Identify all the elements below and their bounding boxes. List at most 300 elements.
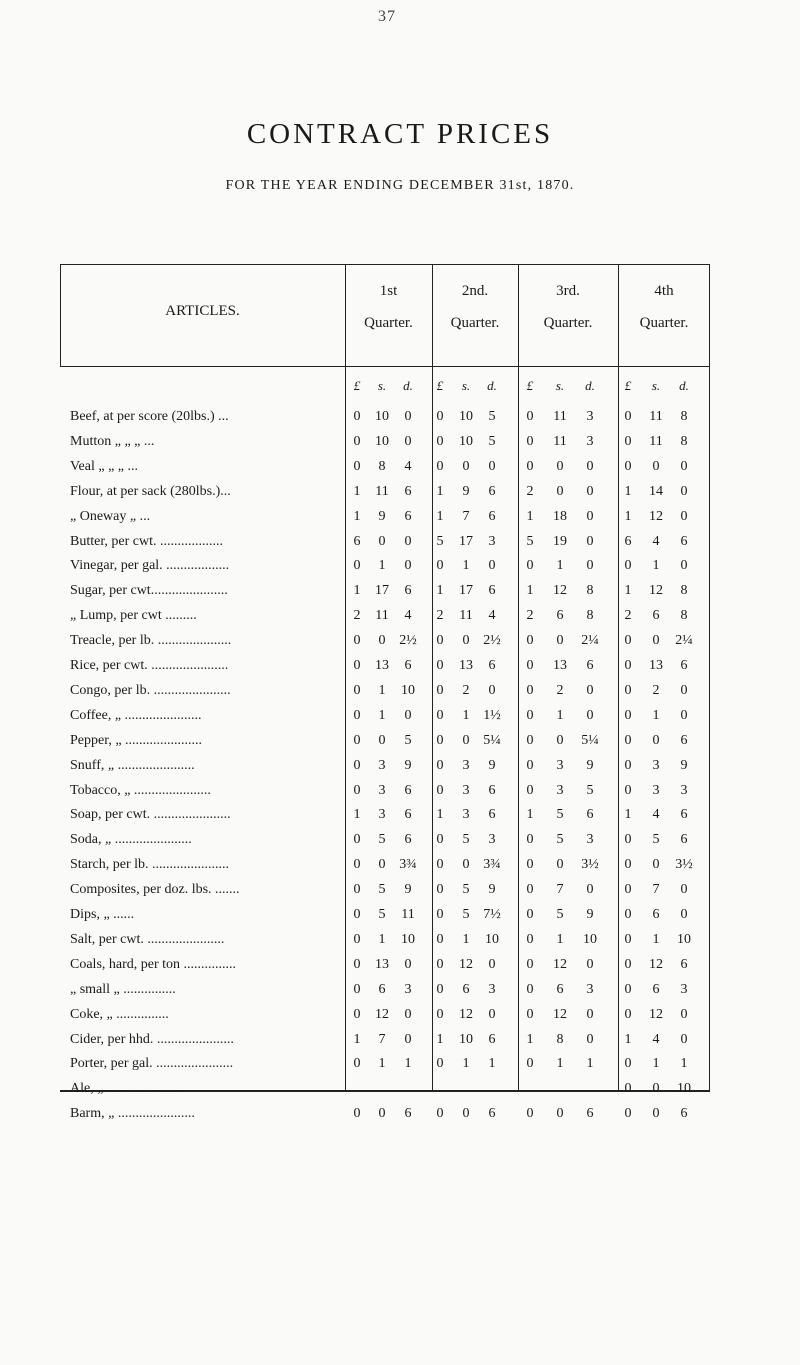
price-pounds-q4: 0 [624, 857, 632, 873]
price-pounds-q1: 1 [353, 483, 361, 499]
price-pence-q3: 6 [586, 1106, 594, 1122]
price-pence-q1: 3 [404, 981, 412, 997]
price-pounds-q1: 0 [353, 682, 361, 698]
unit-pence-q2: d. [487, 378, 497, 393]
article-name: Veal „ „ „ ... [70, 458, 139, 474]
price-pence-q4: 2¼ [675, 633, 693, 649]
article-name: Mutton „ „ „ ... [70, 433, 155, 449]
price-shillings-q3: 0 [556, 458, 564, 474]
price-pence-q2: 3 [488, 533, 496, 549]
article-name: „ Oneway „ ... [70, 508, 151, 524]
price-pounds-q3: 0 [526, 956, 534, 972]
price-pounds-q1: 1 [353, 583, 361, 599]
price-pounds-q1: 6 [353, 533, 361, 549]
price-pounds-q2: 1 [436, 583, 444, 599]
price-pence-q1: 0 [404, 1031, 412, 1047]
unit-pounds-q1: £ [353, 378, 361, 393]
price-shillings-q3: 7 [556, 882, 564, 898]
price-pence-q3: 6 [586, 807, 594, 823]
price-pounds-q2: 0 [436, 857, 444, 873]
price-pounds-q1: 0 [353, 658, 361, 673]
price-pence-q2: 9 [488, 882, 496, 898]
price-pounds-q1: 0 [353, 1106, 361, 1122]
price-pence-q3: 0 [586, 458, 594, 474]
price-pence-q4: 3 [680, 782, 688, 798]
price-shillings-q1: 6 [378, 981, 386, 997]
price-pounds-q3: 0 [526, 1006, 534, 1022]
price-pounds-q3: 0 [526, 1056, 534, 1072]
table-row [60, 1106, 710, 1136]
price-pounds-q3: 0 [526, 658, 534, 673]
article-name: Beef, at per score (20lbs.) ... [70, 409, 229, 424]
price-pence-q2: 6 [488, 807, 496, 823]
table-top-rule [60, 264, 710, 265]
price-pounds-q2: 0 [436, 458, 444, 474]
page-subtitle: FOR THE YEAR ENDING DECEMBER 31st, 1870. [225, 178, 575, 193]
price-pence-q2: 6 [488, 1106, 496, 1122]
article-name: Soap, per cwt. ...................... [70, 807, 231, 823]
price-pence-q2: 0 [488, 956, 496, 972]
price-shillings-q1: 1 [378, 682, 386, 698]
price-pence-q2: 6 [488, 658, 496, 673]
price-pounds-q2: 0 [436, 633, 444, 649]
price-pence-q4: 0 [680, 882, 688, 898]
price-shillings-q3: 5 [556, 832, 564, 848]
price-pence-q3: 0 [586, 1006, 594, 1022]
price-shillings-q2: 12 [459, 1006, 473, 1022]
price-shillings-q3: 0 [556, 633, 564, 649]
price-pounds-q1: 0 [353, 931, 361, 947]
price-pence-q1: 0 [404, 707, 412, 723]
article-name: Congo, per lb. ...................... [70, 682, 231, 698]
price-pounds-q4: 0 [624, 558, 632, 574]
price-pence-q4: 0 [680, 707, 688, 723]
price-shillings-q1: 3 [378, 782, 386, 798]
price-pounds-q2: 0 [436, 1106, 444, 1122]
price-shillings-q1: 0 [378, 633, 386, 649]
price-shillings-q4: 6 [652, 981, 660, 997]
price-pence-q1: 6 [404, 508, 412, 524]
price-pence-q4: 0 [680, 558, 688, 574]
article-name: Snuff, „ ...................... [70, 757, 195, 773]
price-pounds-q2: 0 [436, 956, 444, 972]
price-shillings-q4: 0 [652, 633, 660, 649]
price-shillings-q3: 11 [553, 409, 567, 424]
price-pounds-q1: 0 [353, 732, 361, 748]
price-pounds-q2: 5 [436, 533, 444, 549]
price-pounds-q2: 2 [436, 608, 444, 624]
article-name: Soda, „ ...................... [70, 832, 192, 848]
price-pounds-q2: 0 [436, 981, 444, 997]
price-shillings-q1: 11 [375, 483, 389, 499]
price-shillings-q1: 3 [378, 807, 386, 823]
price-pounds-q1: 0 [353, 458, 361, 474]
price-shillings-q1: 8 [378, 458, 386, 474]
price-shillings-q2: 0 [462, 732, 470, 748]
price-pence-q2: 1 [488, 1056, 496, 1072]
unit-shillings-q2: s. [461, 378, 471, 393]
price-shillings-q2: 0 [462, 458, 470, 474]
price-pounds-q2: 0 [436, 907, 444, 922]
price-pence-q2: 10 [485, 931, 499, 947]
price-shillings-q4: 13 [649, 658, 663, 673]
price-shillings-q2: 5 [462, 907, 470, 922]
price-shillings-q2: 0 [462, 857, 470, 873]
price-pounds-q4: 0 [624, 956, 632, 972]
price-pounds-q1: 1 [353, 508, 361, 524]
article-name: Ale, „ ...................... [70, 1081, 184, 1097]
price-shillings-q4: 0 [652, 857, 660, 873]
price-pounds-q1: 0 [353, 882, 361, 898]
price-shillings-q4: 0 [652, 458, 660, 474]
article-name: Coke, „ ............... [70, 1006, 169, 1022]
article-name: Coffee, „ ...................... [70, 707, 202, 723]
price-shillings-q4: 6 [652, 907, 660, 922]
price-pence-q4: 0 [680, 1031, 688, 1047]
price-pounds-q1: 0 [353, 956, 361, 972]
price-shillings-q1: 1 [378, 1056, 386, 1072]
price-pounds-q3: 0 [526, 633, 534, 649]
price-shillings-q3: 12 [553, 956, 567, 972]
price-pence-q1: 4 [404, 608, 412, 624]
price-pence-q4: 8 [680, 433, 688, 449]
price-shillings-q4: 6 [652, 608, 660, 624]
price-shillings-q4: 4 [652, 1031, 660, 1047]
price-pounds-q4: 0 [624, 782, 632, 798]
price-shillings-q4: 3 [652, 757, 660, 773]
price-pounds-q3: 2 [526, 483, 534, 499]
price-shillings-q3: 1 [556, 1056, 564, 1072]
price-pounds-q1: 0 [353, 409, 361, 424]
price-pounds-q4: 1 [624, 1031, 632, 1047]
price-pence-q3: 3 [586, 832, 594, 848]
price-shillings-q4: 3 [652, 782, 660, 798]
price-pence-q3: 8 [586, 583, 594, 599]
price-pounds-q4: 0 [624, 1056, 632, 1072]
price-pounds-q1: 1 [353, 1031, 361, 1047]
price-pence-q4: 9 [680, 757, 688, 773]
price-pounds-q3: 0 [526, 857, 534, 873]
price-pence-q1: 0 [404, 956, 412, 972]
article-name: Barm, „ ...................... [70, 1106, 195, 1122]
price-pence-q1: 0 [404, 433, 412, 449]
price-pence-q3: 3 [586, 433, 594, 449]
price-pence-q4: 3½ [675, 857, 693, 873]
price-pounds-q2: 0 [436, 707, 444, 723]
price-pence-q3: 3 [586, 409, 594, 424]
price-pounds-q3: 0 [526, 558, 534, 574]
price-pounds-q3: 0 [526, 458, 534, 474]
price-pounds-q2: 1 [436, 807, 444, 823]
price-table [60, 264, 710, 1122]
price-pounds-q3: 5 [526, 533, 534, 549]
price-shillings-q2: 0 [462, 633, 470, 649]
price-pounds-q1: 0 [353, 558, 361, 574]
article-name: Rice, per cwt. ...................... [70, 658, 229, 673]
price-pence-q4: 0 [680, 1006, 688, 1022]
price-pounds-q3: 0 [526, 981, 534, 997]
price-shillings-q1: 1 [378, 931, 386, 947]
header-quarter-4: 4th Quarter. [639, 283, 689, 331]
header-quarter-3: 3rd. Quarter. [543, 283, 593, 331]
price-pounds-q1: 0 [353, 857, 361, 873]
price-shillings-q1: 10 [375, 409, 389, 424]
price-shillings-q4: 7 [652, 882, 660, 898]
price-pence-q1: 11 [401, 907, 415, 922]
price-shillings-q1: 17 [375, 583, 389, 599]
page-title: CONTRACT PRICES [246, 118, 554, 150]
header-rule [60, 366, 710, 367]
price-pounds-q3: 0 [526, 433, 534, 449]
price-pounds-q2: 0 [436, 832, 444, 848]
price-shillings-q3: 12 [553, 1006, 567, 1022]
article-name: Flour, at per sack (280lbs.)... [70, 483, 231, 499]
price-shillings-q2: 1 [462, 558, 470, 574]
unit-shillings-q4: s. [651, 378, 661, 393]
price-pence-q3: 10 [583, 931, 597, 947]
price-shillings-q2: 0 [462, 1106, 470, 1122]
price-pence-q1: 0 [404, 409, 412, 424]
price-shillings-q2: 7 [462, 508, 470, 524]
price-shillings-q2: 9 [462, 483, 470, 499]
price-shillings-q4: 12 [649, 956, 663, 972]
price-shillings-q1: 5 [378, 907, 386, 922]
price-pence-q4: 8 [680, 409, 688, 424]
price-pence-q1: 5 [404, 732, 412, 748]
price-shillings-q1: 1 [378, 707, 386, 723]
price-pounds-q4: 1 [624, 807, 632, 823]
price-pounds-q4: 0 [624, 931, 632, 947]
price-pence-q2: 6 [488, 483, 496, 499]
price-pence-q3: 9 [586, 907, 594, 922]
unit-pence-q1: d. [403, 378, 413, 393]
price-pence-q2: 0 [488, 682, 496, 698]
price-pounds-q4: 0 [624, 658, 632, 673]
article-name: Coals, hard, per ton ............... [70, 956, 237, 972]
article-name: Sugar, per cwt...................... [70, 583, 228, 599]
price-shillings-q2: 5 [462, 882, 470, 898]
price-pence-q2: 3 [488, 981, 496, 997]
price-pounds-q4: 0 [624, 981, 632, 997]
price-pence-q2: 6 [488, 508, 496, 524]
price-pounds-q2: 0 [436, 931, 444, 947]
article-name: Butter, per cwt. .................. [70, 533, 224, 549]
price-pence-q1: 6 [404, 782, 412, 798]
price-pence-q2: 0 [488, 558, 496, 574]
price-pence-q1: 6 [404, 658, 412, 673]
price-pence-q2: 6 [488, 1031, 496, 1047]
price-pence-q1: 0 [404, 1006, 412, 1022]
unit-shillings-q1: s. [377, 378, 387, 393]
price-shillings-q4: 1 [652, 707, 660, 723]
price-shillings-q1: 0 [378, 1106, 386, 1122]
price-shillings-q1: 7 [378, 1031, 386, 1047]
price-shillings-q2: 13 [459, 658, 473, 673]
price-shillings-q2: 10 [459, 1031, 473, 1047]
price-pence-q1: 10 [401, 931, 415, 947]
price-pounds-q1: 0 [353, 782, 361, 798]
price-pence-q3: 0 [586, 1031, 594, 1047]
article-name: Cider, per hhd. ...................... [70, 1031, 234, 1047]
price-pounds-q2: 0 [436, 1056, 444, 1072]
price-pence-q1: 2½ [399, 633, 417, 649]
price-pence-q3: 0 [586, 707, 594, 723]
price-pence-q4: 8 [680, 608, 688, 624]
price-pounds-q4: 0 [624, 757, 632, 773]
price-shillings-q1: 0 [378, 732, 386, 748]
price-pounds-q1: 0 [353, 907, 361, 922]
price-pence-q2: 6 [488, 782, 496, 798]
price-pence-q1: 10 [401, 682, 415, 698]
price-pence-q3: 0 [586, 682, 594, 698]
price-pence-q1: 1 [404, 1056, 412, 1072]
price-shillings-q1: 11 [375, 608, 389, 624]
price-shillings-q3: 12 [553, 583, 567, 599]
price-shillings-q2: 10 [459, 433, 473, 449]
price-pounds-q4: 0 [624, 409, 632, 424]
price-pence-q4: 6 [680, 956, 688, 972]
price-pounds-q2: 0 [436, 757, 444, 773]
price-shillings-q4: 0 [652, 1106, 660, 1122]
price-pounds-q1: 0 [353, 832, 361, 848]
price-pounds-q2: 0 [436, 732, 444, 748]
price-pence-q2: 3¾ [483, 857, 501, 873]
price-pence-q1: 6 [404, 1106, 412, 1122]
price-pounds-q1: 0 [353, 707, 361, 723]
header-articles: ARTICLES. [165, 303, 240, 319]
price-shillings-q3: 19 [553, 533, 567, 549]
price-shillings-q3: 11 [553, 433, 567, 449]
price-pounds-q2: 1 [436, 483, 444, 499]
price-shillings-q1: 1 [378, 558, 386, 574]
price-pounds-q4: 0 [624, 682, 632, 698]
price-pence-q3: 6 [586, 658, 594, 673]
article-name: Treacle, per lb. ..................... [70, 633, 232, 649]
price-pounds-q3: 0 [526, 907, 534, 922]
price-pence-q3: 0 [586, 882, 594, 898]
price-shillings-q4: 5 [652, 832, 660, 848]
price-shillings-q2: 11 [459, 608, 473, 624]
price-pence-q4: 10 [677, 1081, 691, 1097]
price-pence-q2: 6 [488, 583, 496, 599]
price-pence-q1: 9 [404, 882, 412, 898]
price-pence-q3: 0 [586, 533, 594, 549]
price-shillings-q1: 13 [375, 658, 389, 673]
price-pounds-q2: 0 [436, 882, 444, 898]
price-shillings-q4: 4 [652, 533, 660, 549]
price-pence-q3: 2¼ [581, 633, 599, 649]
price-pence-q3: 0 [586, 558, 594, 574]
price-pence-q3: 5¼ [581, 732, 599, 748]
price-pence-q1: 0 [404, 533, 412, 549]
price-shillings-q4: 0 [652, 732, 660, 748]
price-pence-q1: 6 [404, 483, 412, 499]
price-pence-q1: 9 [404, 757, 412, 773]
price-pounds-q4: 0 [624, 882, 632, 898]
unit-shillings-q3: s. [555, 378, 565, 393]
price-pence-q2: 1½ [483, 707, 501, 723]
price-pounds-q4: 0 [624, 832, 632, 848]
price-pence-q3: 0 [586, 483, 594, 499]
price-shillings-q3: 0 [556, 857, 564, 873]
price-shillings-q3: 2 [556, 682, 564, 698]
price-pounds-q4: 1 [624, 583, 632, 599]
price-shillings-q4: 11 [649, 433, 663, 449]
price-pounds-q2: 0 [436, 782, 444, 798]
price-shillings-q2: 17 [459, 583, 473, 599]
price-shillings-q4: 1 [652, 558, 660, 574]
price-pounds-q4: 0 [624, 433, 632, 449]
price-pounds-q2: 0 [436, 658, 444, 673]
price-shillings-q2: 1 [462, 931, 470, 947]
price-pounds-q3: 0 [526, 732, 534, 748]
price-pence-q2: 9 [488, 757, 496, 773]
price-shillings-q1: 0 [378, 857, 386, 873]
price-pence-q3: 3 [586, 981, 594, 997]
price-pence-q3: 0 [586, 508, 594, 524]
price-shillings-q4: 11 [649, 409, 663, 424]
price-shillings-q1: 10 [375, 433, 389, 449]
price-shillings-q4: 12 [649, 508, 663, 524]
price-pence-q2: 3 [488, 832, 496, 848]
price-pence-q1: 6 [404, 832, 412, 848]
price-pounds-q1: 0 [353, 757, 361, 773]
price-pounds-q4: 0 [624, 458, 632, 474]
price-pence-q3: 8 [586, 608, 594, 624]
price-pounds-q3: 2 [526, 608, 534, 624]
price-shillings-q1: 5 [378, 882, 386, 898]
price-pence-q4: 0 [680, 907, 688, 922]
price-pounds-q3: 0 [526, 707, 534, 723]
price-shillings-q4: 4 [652, 807, 660, 823]
price-pounds-q2: 0 [436, 1006, 444, 1022]
price-pence-q1: 3¾ [399, 857, 417, 873]
price-shillings-q4: 1 [652, 1056, 660, 1072]
price-shillings-q3: 6 [556, 981, 564, 997]
price-shillings-q2: 1 [462, 707, 470, 723]
article-name: „ Lump, per cwt ......... [70, 608, 197, 624]
price-pounds-q4: 2 [624, 608, 632, 624]
price-pounds-q4: 0 [624, 633, 632, 649]
price-pence-q4: 6 [680, 1106, 688, 1122]
price-pence-q4: 8 [680, 583, 688, 599]
price-shillings-q2: 3 [462, 807, 470, 823]
article-name: Starch, per lb. ...................... [70, 857, 230, 873]
price-pence-q4: 0 [680, 682, 688, 698]
price-pence-q2: 0 [488, 458, 496, 474]
price-pence-q4: 10 [677, 931, 691, 947]
price-pence-q4: 6 [680, 832, 688, 848]
price-pence-q4: 0 [680, 508, 688, 524]
price-shillings-q1: 13 [375, 956, 389, 972]
price-shillings-q1: 9 [378, 508, 386, 524]
price-pounds-q3: 1 [526, 807, 534, 823]
price-shillings-q1: 3 [378, 757, 386, 773]
price-shillings-q3: 0 [556, 483, 564, 499]
price-shillings-q3: 1 [556, 931, 564, 947]
price-pounds-q1: 2 [353, 608, 361, 624]
price-pounds-q3: 0 [526, 782, 534, 798]
unit-pounds-q2: £ [436, 378, 444, 393]
price-pence-q1: 6 [404, 807, 412, 823]
price-pence-q3: 5 [586, 782, 594, 798]
article-name: Tobacco, „ ...................... [70, 782, 211, 798]
article-name: Porter, per gal. ...................... [70, 1056, 234, 1072]
price-pence-q4: 6 [680, 732, 688, 748]
price-pence-q1: 6 [404, 583, 412, 599]
price-pounds-q2: 1 [436, 508, 444, 524]
units-row [60, 378, 710, 398]
